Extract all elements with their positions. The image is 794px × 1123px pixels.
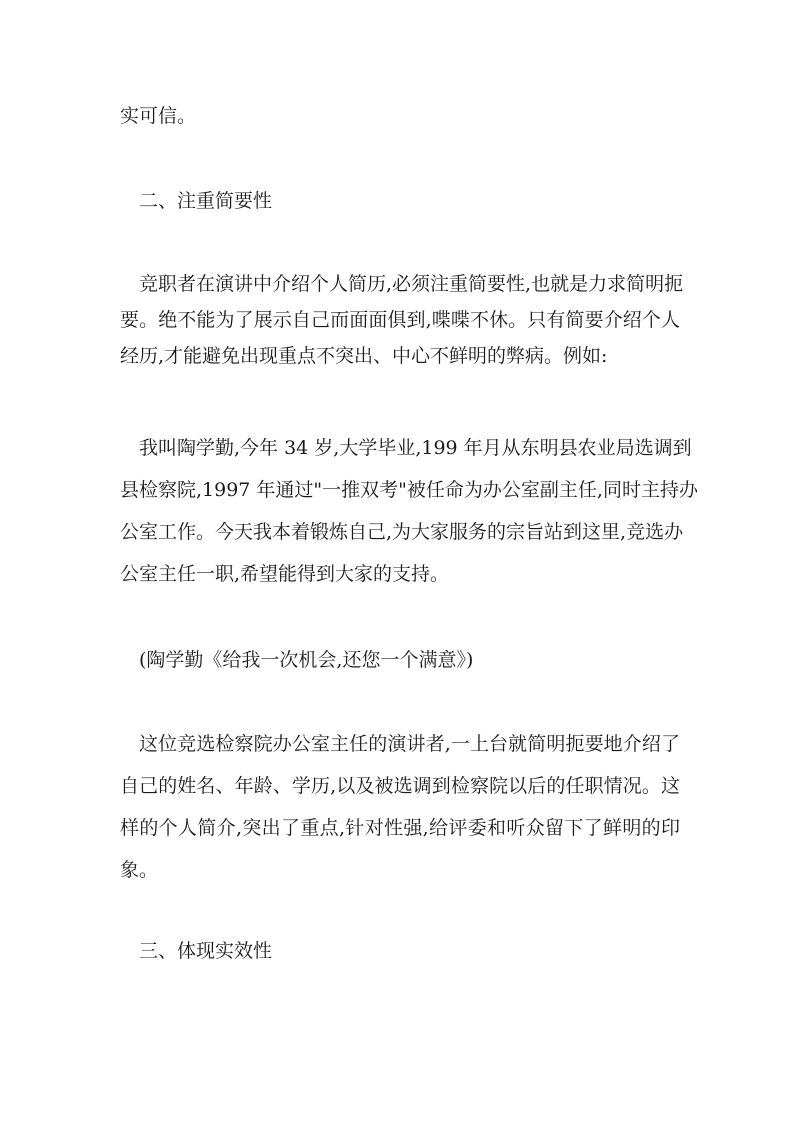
- example-line-3: 公室工作。今天我本着锻炼自己,为大家服务的宗旨站到这里,竞选办: [120, 521, 684, 543]
- analysis-line-1: 这位竞选检察院办公室主任的演讲者,一上台就简明扼要地介绍了: [139, 733, 680, 755]
- intro-line-3: 经历,才能避免出现重点不突出、中心不鲜明的弊病。例如:: [120, 345, 608, 367]
- section-heading-3: 三、体现实效性: [139, 940, 273, 962]
- analysis-line-2: 自己的姓名、年龄、学历,以及被选调到检察院以后的任职情况。这: [120, 775, 680, 797]
- example-line-4: 公室主任一职,希望能得到大家的支持。: [120, 563, 450, 585]
- analysis-line-4: 象。: [120, 859, 159, 881]
- section-heading-2: 二、注重简要性: [139, 190, 273, 212]
- continued-text: 实可信。: [120, 105, 197, 127]
- intro-line-1: 竞职者在演讲中介绍个人简历,必须注重简要性,也就是力求简明扼: [139, 273, 684, 295]
- example-line-2: 县检察院,1997 年通过"一推双考"被任命为办公室副主任,同时主持办: [120, 479, 698, 501]
- citation: (陶学勤《给我一次机会,还您一个满意》): [139, 649, 474, 671]
- analysis-line-3: 样的个人简介,突出了重点,针对性强,给评委和听众留下了鲜明的印: [120, 817, 680, 839]
- example-line-1: 我叫陶学勤,今年 34 岁,大学毕业,199 年月从东明县农业局选调到: [139, 437, 692, 459]
- intro-line-2: 要。绝不能为了展示自己而面面俱到,喋喋不休。只有简要介绍个人: [120, 309, 680, 331]
